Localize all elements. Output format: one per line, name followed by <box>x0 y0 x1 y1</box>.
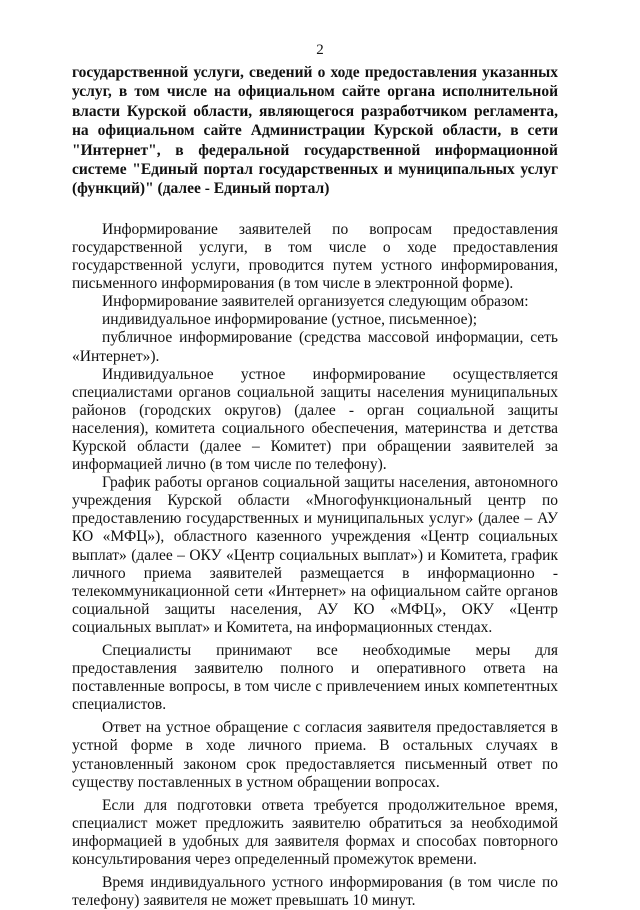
section-heading: государственной услуги, сведений о ходе предоставления указанных услуг, в том числе на официальном сайте органа исполнительной власти Курской области, являющегося разработчиком регламента, на официальном сайте Администрации Курской области, в сети "Интернет", в федеральной государственной информационной системе "Единый портал государственных и муниципальных услуг (функций)" (далее - Единый портал) <box>72 64 558 198</box>
paragraph-specialists: Специалисты принимают все необходимые меры для предоставления заявителю полного и оперативного ответа на поставленные вопросы, в том числе с привлечением иных компетентных специалистов. <box>72 642 558 714</box>
paragraph-time-limit: Время индивидуального устного информирования (в том числе по телефону) заявителя не может превышать 10 минут. <box>72 874 558 910</box>
paragraph-public-informing: публичное информирование (средства массовой информации, сеть «Интернет»). <box>72 329 558 365</box>
document-body <box>72 221 558 910</box>
document-content <box>72 63 558 910</box>
paragraph-preparation-time: Если для подготовки ответа требуется продолжительное время, специалист может предложить заявителю обратиться за необходимой информацией в удобных для заявителя формах и способах повторного консультирования через определенный промежуток времени. <box>72 796 558 869</box>
paragraph-oral-informing: Индивидуальное устное информирование осуществляется специалистами органов социальной защиты населения муниципальных районов (городских округов) (далее - орган социальной защиты населения), комитета социального обеспечения, материнства и детства Курской области (далее – Комитет) при обращении заявителей за информацией лично (в том числе по телефону). <box>72 365 558 474</box>
paragraph-work-schedule: График работы органов социальной защиты населения, автономного учреждения Курской области «Многофункциональный центр по предоставлению государственных и муниципальных услуг» (далее – АУ КО «МФЦ»), областного казенного учреждения «Центр социальных выплат» (далее – ОКУ «Центр социальных выплат») и Комитета, график личного приема заявителей размещается в информационно - телекоммуникационной сети «Интернет» на официальном сайте органов социальной защиты населения, АУ КО «МФЦ», ОКУ «Центр социальных выплат» и Комитета, на информационных стендах. <box>72 474 558 636</box>
paragraph-informing: Информирование заявителей по вопросам предоставления государственной услуги, в том числе о ходе предоставления государственной услуги, проводится путем устного информирования, письменного информирования (в том числе в электронной форме). <box>72 220 558 293</box>
paragraph-oral-response: Ответ на устное обращение с согласия заявителя предоставляется в устной форме в ходе личного приема. В остальных случаях в установленный законом срок предоставляется письменный ответ по существу поставленных в устном обращении вопросах. <box>72 719 558 791</box>
paragraph-organization: Информирование заявителей организуется следующим образом: <box>102 293 529 311</box>
page-number: 2 <box>316 42 324 58</box>
paragraph-individual-informing: индивидуальное информирование (устное, письменное); <box>102 311 477 329</box>
